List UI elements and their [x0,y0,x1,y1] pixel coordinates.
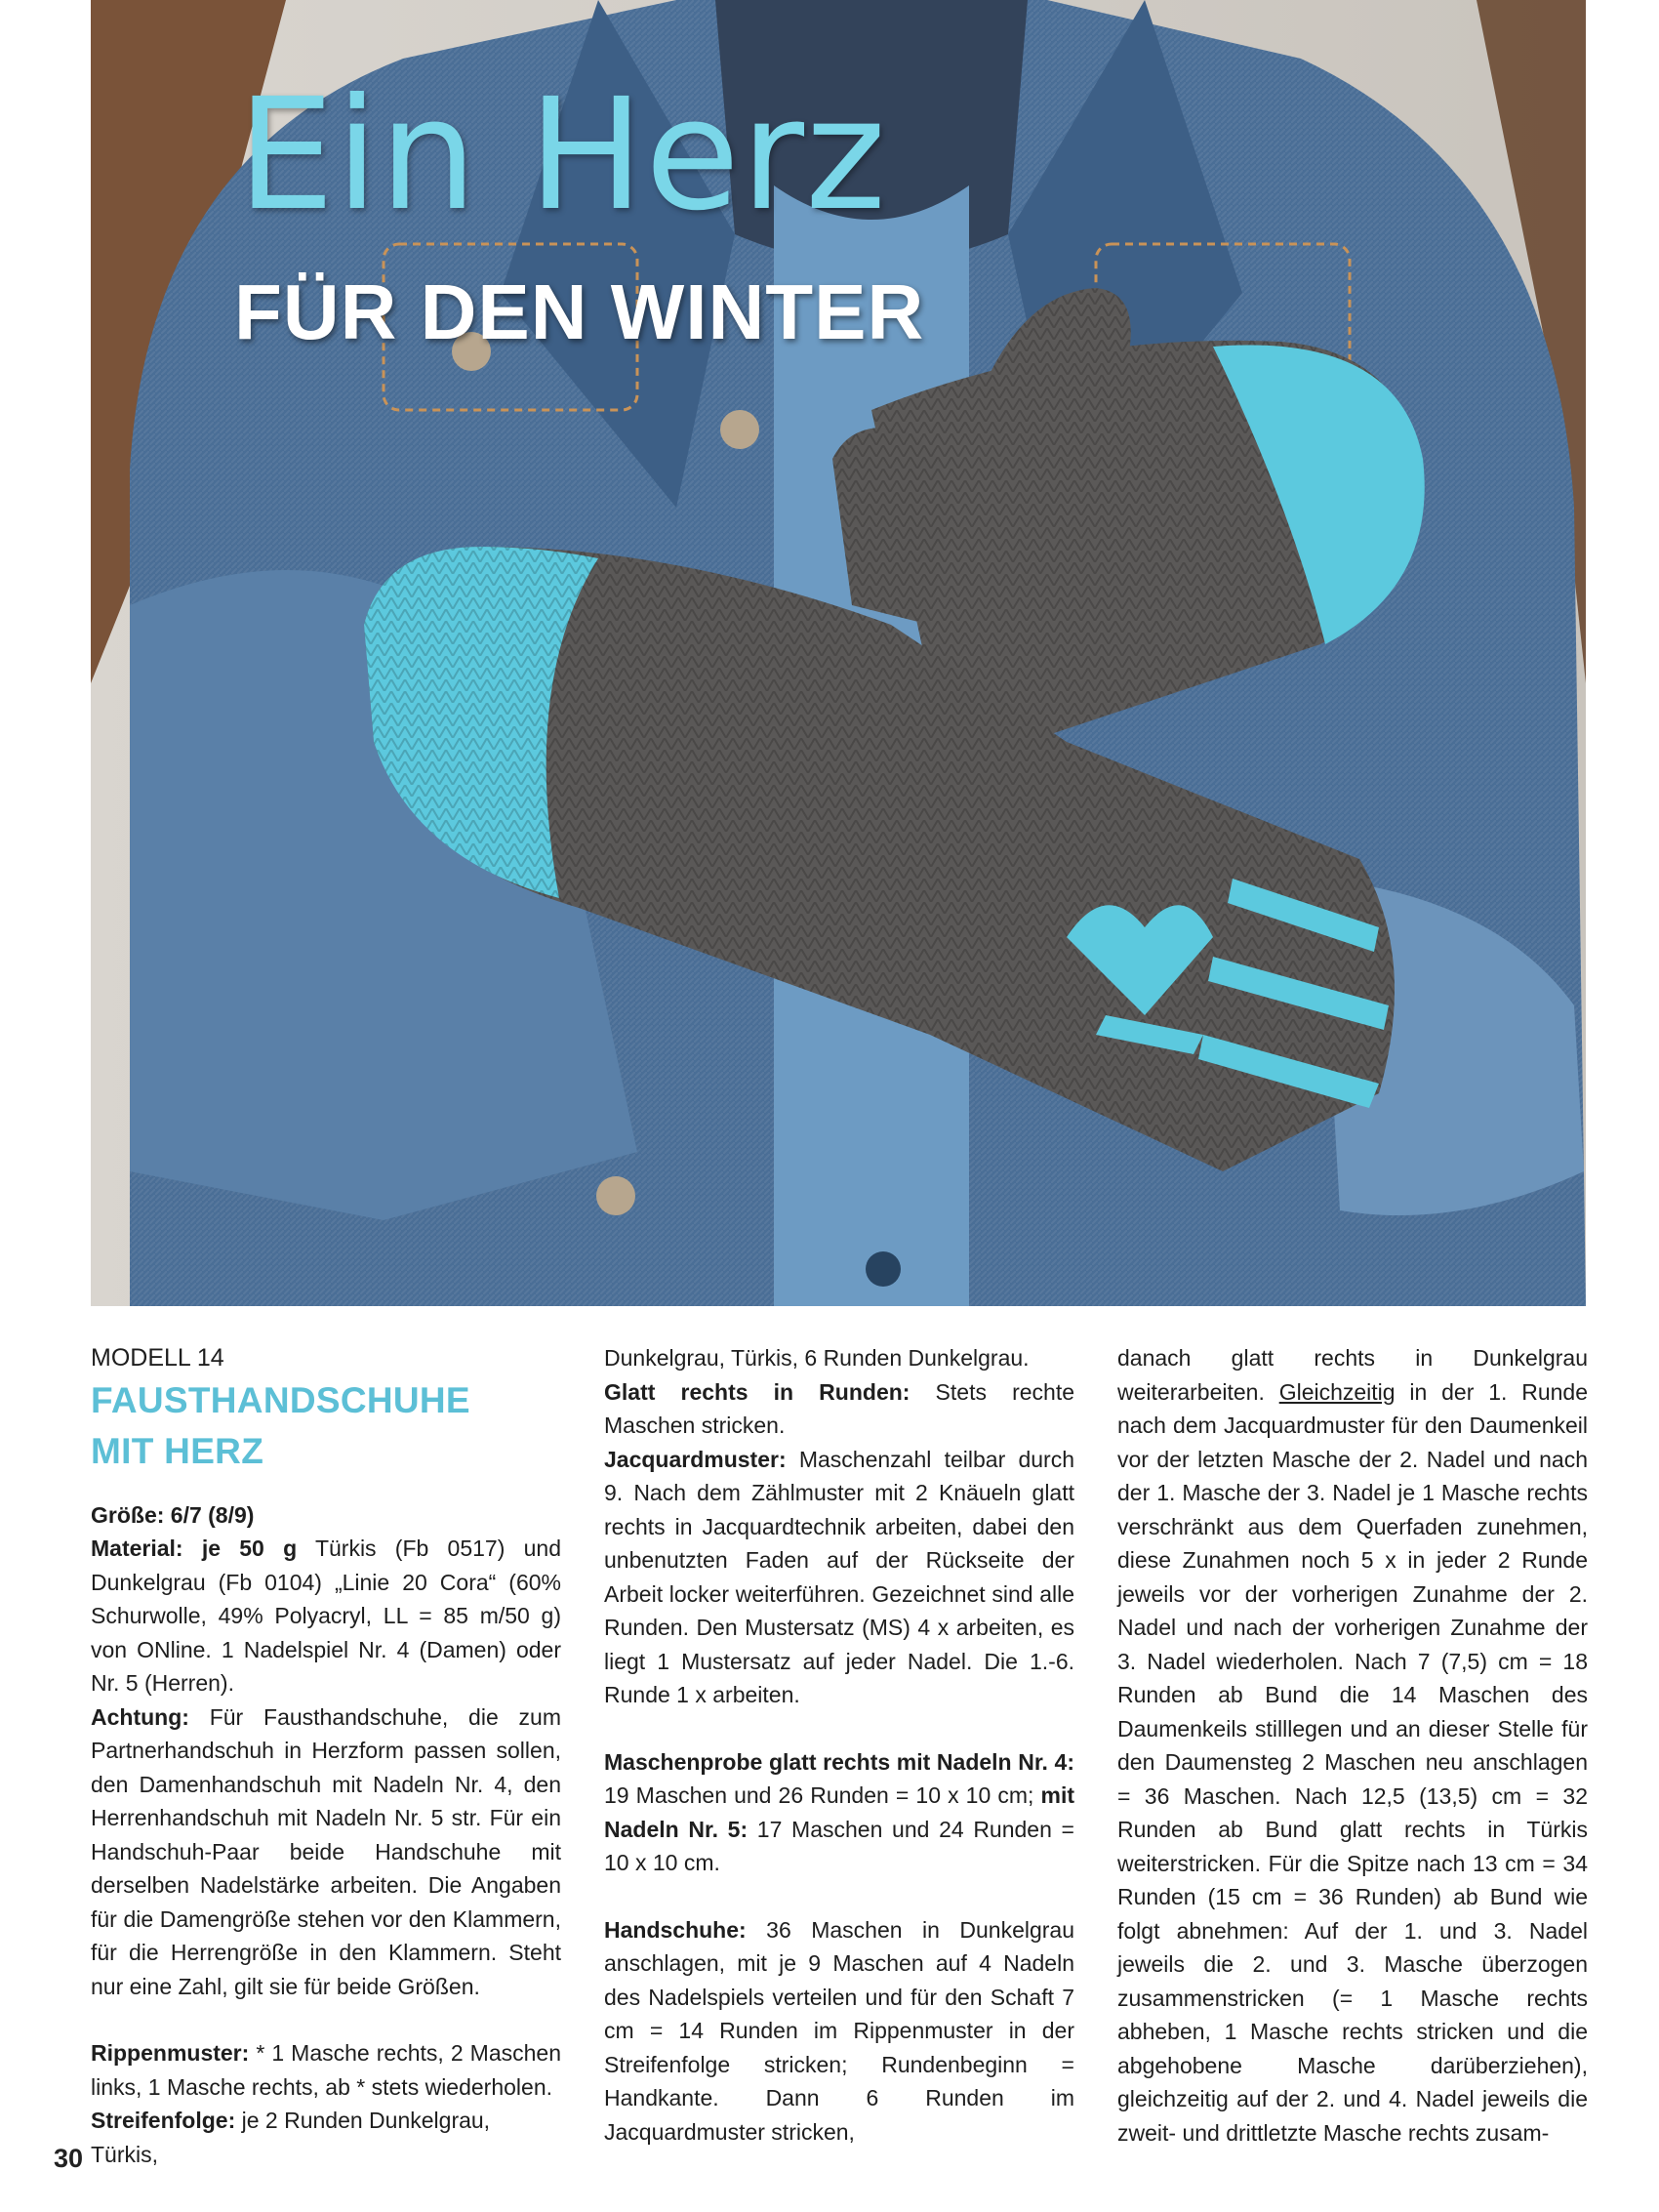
jacquard-text: Maschenzahl teilbar durch 9. Nach dem Zählmuster mit 2 Knäueln glatt rechts in Jacquardtechnik arbeiten, dabei den unbenutzten Faden auf der Rückseite der Arbeit locker weiterführen. Gezeichnet sind alle Runden. Den Mustersatz (MS) 4 x arbeiten, es liegt 1 Mustersatz auf jeder Nadel. Die 1.-6. Runde 1 x arbeiten. [604,1446,1074,1707]
size-label: Größe: 6/7 (8/9) [91,1501,255,1528]
hero-title: Ein Herz [237,65,887,245]
jacquard-paragraph [604,1443,1074,1712]
achtung-paragraph [91,1700,561,2004]
rippen-paragraph [91,2036,561,2104]
maschenprobe-text-1: 19 Maschen und 26 Runden = 10 x 10 cm; [604,1782,1034,1808]
text-column-2 [604,1341,1074,2149]
instructions-text-b: in der 1. Runde nach dem Jacquardmuster für den Daumenkeil vor der letzten Masche der 2. Nadel und nach der 1. Masche der 3. Nadel je 1 Masche rechts verschränkt aus dem Querfaden zunehmen, diese Zunahmen noch 5 x in jeder 2 Runde jeweils vor der vorherigen Zunahme der 2. Nadel und nach der vorherigen Zunahme der 3. Nadel wiederholen. Nach 7 (7,5) cm = 18 Runden ab Bund die 14 Maschen des Daumenkeils stilllegen und an dieser Stelle für den Daumensteg 2 Maschen neu anschlagen = 36 Maschen. Nach 12,5 (13,5) cm = 32 Runden ab Bund glatt rechts in Türkis weiterstricken. Für die Spitze nach 13 cm = 34 Runden (15 cm = 36 Runden) ab Bund wie folgt abnehmen: Auf der 1. und 3. Nadel jeweils die 2. und 3. Masche überzogen zusammenstricken (= 1 Masche rechts abheben, 1 Masche rechts stricken und die abgehobene Masche darüberziehen), gleichzeitig auf der 2. und 4. Nadel jeweils die zweit- und drittletzte Masche rechts zusam- [1117,1378,1588,2146]
material-text: Türkis (Fb 0517) und Dunkelgrau (Fb 0104) „Linie 20 Cora“ (60% Schurwolle, 49% Polyacryl, LL = 85 m/50 g) von ONline. 1 Nadelspiel Nr. 4 (Damen) oder Nr. 5 (Herren). [91,1536,561,1696]
glatt-text: Stets rechte Maschen stricken. [604,1378,1075,1438]
model-title-line-2: MIT HERZ [91,1430,264,1471]
maschenprobe-text-2: 17 Maschen und 24 Runden = 10 x 10 cm. [604,1816,1074,1875]
material-paragraph [91,1532,561,1700]
maschenprobe-label-2: mit Nadeln Nr. 5: [604,1782,1074,1842]
streifen-continued: Dunkelgrau, Türkis, 6 Runden Dunkelgrau. [604,1345,1030,1371]
streifen-text: je 2 Runden Dunkelgrau, Türkis, [91,2108,491,2167]
achtung-label: Achtung: [91,1703,189,1730]
hero-subtitle: FÜR DEN WINTER [234,268,925,355]
handschuhe-text: 36 Maschen in Dunkelgrau anschlagen, mit je 9 Maschen auf 4 Nadeln des Nadelspiels verteilen und für den Schaft 7 cm = 14 Runden im Rippenmuster in der Streifenfolge stricken; Rundenbeginn = Handkante. Dann 6 Runden im Jacquardmuster stricken, [604,1916,1074,2145]
text-column-3 [1117,1341,1588,2150]
glatt-label: Glatt rechts in Runden: [604,1378,910,1405]
maschenprobe-paragraph [604,1745,1074,1880]
gleichzeitig-underlined: Gleichzeitig [1278,1378,1396,1405]
streifen-paragraph [91,2104,561,2171]
handschuhe-label: Handschuhe: [604,1916,747,1943]
handschuhe-paragraph [604,1913,1074,2150]
achtung-text: Für Fausthandschuhe, die zum Partnerhandschuh in Herzform passen sollen, den Damenhandschuh mit Nadeln Nr. 4, den Herrenhandschuh mit Nadeln Nr. 5 str. Für ein Handschuh-Paar beide Handschuhe mit derselben Nadelstärke arbeiten. Die Angaben für die Damengröße stehen vor den Klammern, für die Herrengröße in den Klammern. Steht nur eine Zahl, gilt sie für beide Größen. [91,1703,561,1999]
maschenprobe-label: Maschenprobe glatt rechts mit Nadeln Nr. 4: [604,1748,1074,1775]
instructions-text-a: danach glatt rechts in Dunkelgrau weiterarbeiten. [1117,1345,1588,1405]
streifen-label: Streifenfolge: [91,2108,236,2133]
glatt-paragraph [604,1375,1074,1443]
instructions-paragraph [1117,1341,1588,2150]
text-column-1 [91,1341,561,2171]
jacquard-label: Jacquardmuster: [604,1446,787,1472]
material-label: Material: je 50 g [91,1536,298,1561]
rippen-label: Rippenmuster: [91,2040,250,2066]
model-title-line-1: FAUSTHANDSCHUHE [91,1379,470,1420]
rippen-text: * 1 Masche rechts, 2 Maschen links, 1 Masche rechts, ab * stets wiederholen. [91,2040,561,2100]
size-line [91,1498,561,1533]
hero-photo [91,0,1586,1306]
page-number: 30 [54,2144,84,2173]
model-number: MODELL 14 [91,1344,224,1372]
